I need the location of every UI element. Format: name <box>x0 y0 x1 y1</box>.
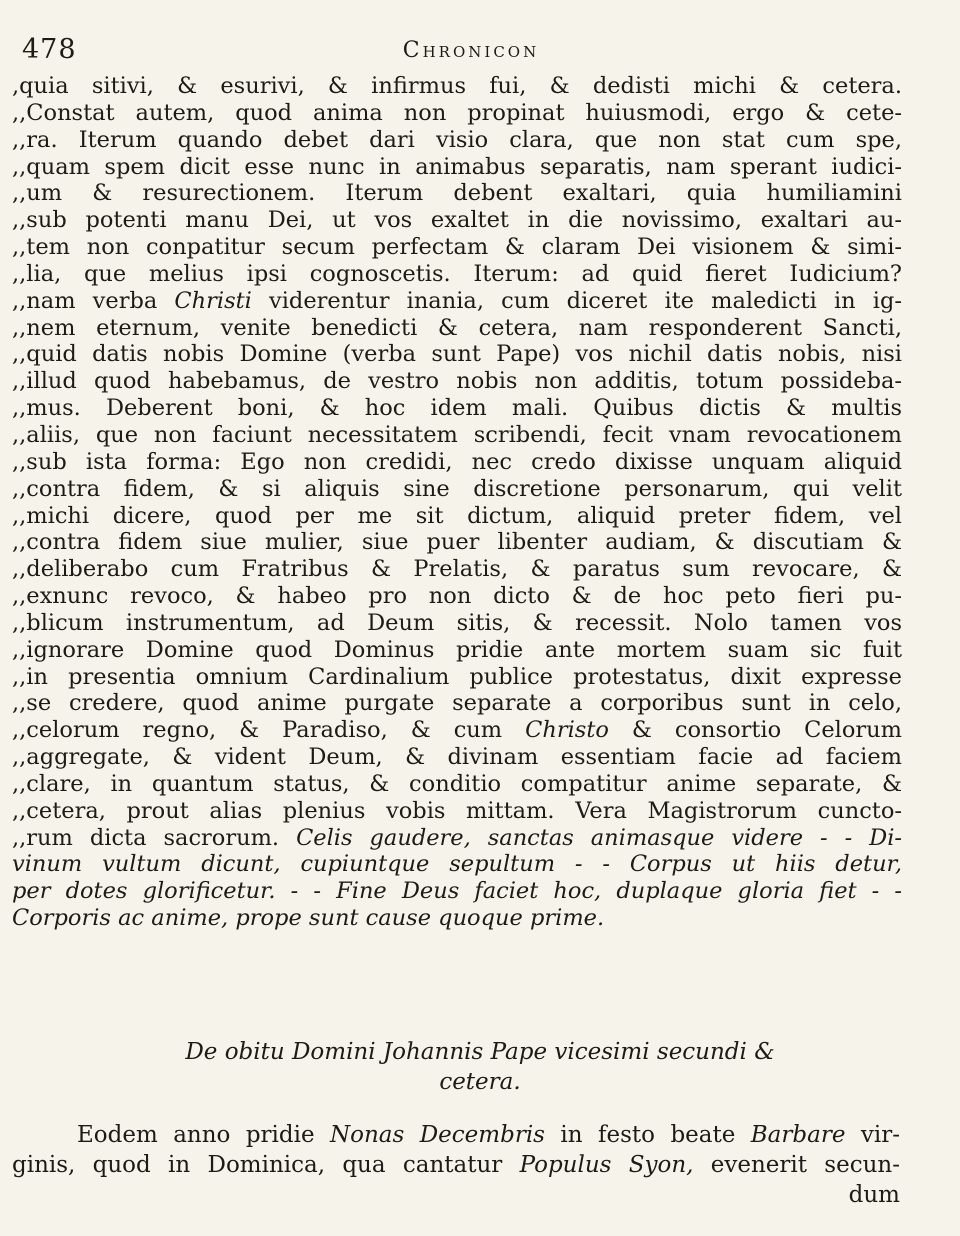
catchword: dum <box>848 1182 900 1208</box>
section-heading-line: cetera. <box>439 1069 521 1095</box>
text-run: per dotes glorificetur. - - Fine Deus faciet hoc, duplaque gloria fiet - - <box>12 878 902 905</box>
text-run: & consortio Celorum <box>608 717 902 744</box>
text-line <box>12 771 902 798</box>
text-run: Nonas Decembris <box>330 1122 545 1148</box>
text-run: Barbare <box>750 1122 846 1148</box>
text-run: ,,se credere, quod anime purgate separate a corporibus sunt in celo, <box>12 690 902 717</box>
section-heading <box>80 1037 880 1097</box>
text-run: evenerit secun- <box>693 1152 900 1178</box>
text-line <box>12 825 902 852</box>
text-line <box>12 717 902 744</box>
text-line <box>12 503 902 530</box>
paragraph <box>12 1120 900 1180</box>
text-run: ,,cetera, prout alias plenius vobis mittam. Vera Magistrorum cuncto- <box>12 797 902 824</box>
text-line <box>12 73 902 100</box>
text-line <box>12 422 902 449</box>
text-line <box>12 395 902 422</box>
text-run: ,,tem non conpatitur secum perfectam & claram Dei visionem & simi- <box>12 234 902 261</box>
text-run: Eodem anno pridie <box>77 1122 331 1148</box>
text-run: ,,nem eternum, venite benedicti & cetera, nam responderent Sancti, <box>12 314 902 341</box>
text-run: ,,illud quod habebamus, de vestro nobis non additis, totum possideba- <box>12 368 902 395</box>
text-line <box>12 315 902 342</box>
text-line <box>12 341 902 368</box>
text-line <box>12 905 902 932</box>
text-run: vinum vultum dicunt, cupiuntque sepultum - - Corpus ut hiis detur, <box>12 851 902 878</box>
paragraph-line <box>12 1150 900 1180</box>
text-line <box>12 529 902 556</box>
text-run: ,,nam verba <box>12 287 175 314</box>
text-run: ,,sub potenti manu Dei, ut vos exaltet in die novissimo, exaltari au- <box>12 207 902 234</box>
text-line <box>12 180 902 207</box>
page-number: 478 <box>22 34 77 65</box>
text-run: Christi <box>174 287 252 314</box>
text-line <box>12 664 902 691</box>
text-run: ,quia sitivi, & esurivi, & infirmus fui, & dedisti michi & cetera. <box>12 73 902 99</box>
text-line <box>12 449 902 476</box>
text-run: Christo <box>525 717 609 744</box>
text-line <box>12 100 902 127</box>
page-header <box>22 28 920 68</box>
running-head: Chronicon <box>402 38 540 63</box>
text-run: ,,michi dicere, quod per me sit dictum, aliquid preter fidem, vel <box>12 502 902 529</box>
text-line <box>12 878 902 905</box>
text-line <box>12 556 902 583</box>
text-run: ,,quid datis nobis Domine (verba sunt Pape) vos nichil datis nobis, nisi <box>12 341 902 368</box>
text-run: ,,ignorare Domine quod Dominus pridie ante mortem suam sic fuit <box>12 636 902 663</box>
text-run: ,,clare, in quantum status, & conditio compatitur anime separate, & <box>12 770 902 797</box>
text-run: ,,rum dicta sacrorum. <box>12 824 297 851</box>
text-run: ,,blicum instrumentum, ad Deum sitis, & recessit. Nolo tamen vos <box>12 609 902 636</box>
text-run: ,,aliis, que non faciunt necessitatem scribendi, fecit vnam revocationem <box>12 421 902 448</box>
paragraph-line <box>12 1120 900 1150</box>
text-run: ,,aggregate, & vident Deum, & divinam essentiam facie ad faciem <box>12 744 902 771</box>
text-run: ,,sub ista forma: Ego non credidi, nec credo dixisse unquam aliquid <box>12 448 902 475</box>
text-run: Celis gaudere, sanctas animasque videre - - Di- <box>296 824 902 851</box>
text-line <box>12 637 902 664</box>
text-line <box>12 207 902 234</box>
text-line <box>12 127 902 154</box>
text-run: in festo beate <box>544 1122 751 1148</box>
section-heading-line: De obitu Domini Johannis Pape vicesimi secundi & <box>185 1039 775 1065</box>
text-run: ginis, quod in Dominica, qua cantatur <box>12 1152 520 1178</box>
text-line <box>12 288 902 315</box>
text-line <box>12 690 902 717</box>
text-run: Corporis ac anime, prope sunt cause quoque prime. <box>12 905 605 932</box>
text-line <box>12 261 902 288</box>
text-line <box>12 476 902 503</box>
text-line <box>12 154 902 181</box>
text-line <box>12 610 902 637</box>
text-line <box>12 368 902 395</box>
text-run: viderentur inania, cum diceret ite maledicti in ig- <box>251 287 902 314</box>
text-run: ,,exnunc revoco, & habeo pro non dicto & de hoc peto fieri pu- <box>12 583 902 610</box>
text-line <box>12 851 902 878</box>
text-run: ,,deliberabo cum Fratribus & Prelatis, & paratus sum revocare, & <box>12 556 902 583</box>
text-run: ,,in presentia omnium Cardinalium publice protestatus, dixit expresse <box>12 663 902 690</box>
text-line <box>12 798 902 825</box>
text-run: ,,celorum regno, & Paradiso, & cum <box>12 717 526 744</box>
body-text <box>12 73 902 932</box>
text-run: vir- <box>845 1122 900 1148</box>
text-line <box>12 583 902 610</box>
text-run: ,,Constat autem, quod anima non propinat huiusmodi, ergo & cete- <box>12 99 902 126</box>
text-run: ,,lia, que melius ipsi cognoscetis. Iterum: ad quid fieret Iudicium? <box>12 260 902 287</box>
text-run: ,,mus. Deberent boni, & hoc idem mali. Quibus dictis & multis <box>12 395 902 422</box>
text-run: ,,contra fidem, & si aliquis sine discretione personarum, qui velit <box>12 475 902 502</box>
text-line <box>12 234 902 261</box>
text-run: ,,um & resurectionem. Iterum debent exaltari, quia humiliamini <box>12 180 902 207</box>
text-run: ,,contra fidem siue mulier, siue puer libenter audiam, & discutiam & <box>12 529 902 556</box>
text-run: ,,ra. Iterum quando debet dari visio clara, que non stat cum spe, <box>12 126 902 153</box>
text-run: ,,quam spem dicit esse nunc in animabus separatis, nam sperant iudici- <box>12 153 902 180</box>
text-run: Populus Syon, <box>519 1152 694 1178</box>
text-line <box>12 744 902 771</box>
